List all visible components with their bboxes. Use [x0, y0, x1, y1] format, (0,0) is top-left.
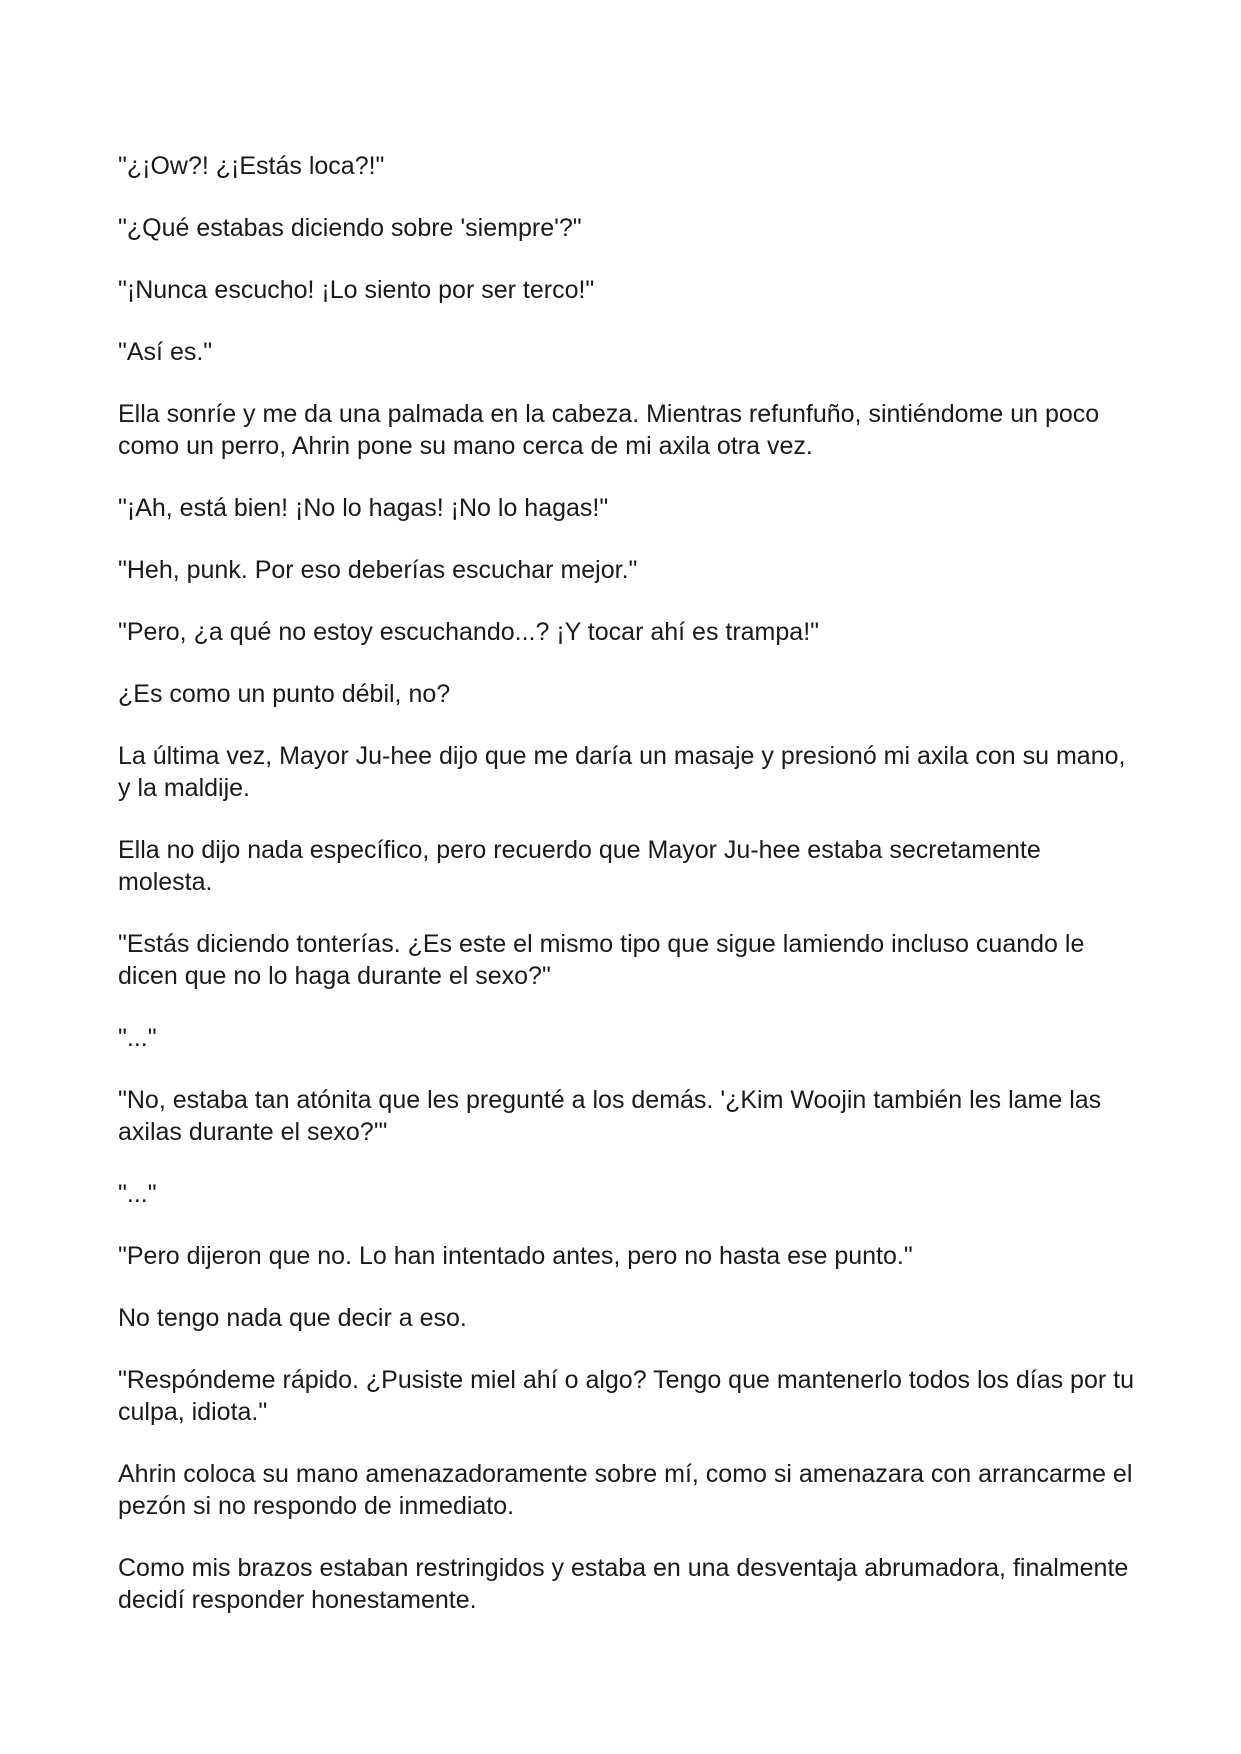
paragraph: Como mis brazos estaban restringidos y estaba en una desventaja abrumadora, finalmente decidí responder honestamente. [118, 1554, 1129, 1614]
paragraph: La última vez, Mayor Ju-hee dijo que me daría un masaje y presionó mi axila con su mano, y la maldije. [118, 742, 1126, 802]
paragraph: Ella sonríe y me da una palmada en la cabeza. Mientras refunfuño, sintiéndome un poco como un perro, Ahrin pone su mano cerca de mi axila otra vez. [118, 400, 1100, 460]
paragraph: "..." [118, 1180, 157, 1208]
paragraph: "Estás diciendo tonterías. ¿Es este el mismo tipo que sigue lamiendo incluso cuando le dicen que no lo haga durante el sexo?" [118, 930, 1085, 990]
paragraph: "..." [118, 1024, 157, 1052]
paragraph: "¡Nunca escucho! ¡Lo siento por ser terco!" [118, 276, 595, 304]
paragraph: "¿Qué estabas diciendo sobre 'siempre'?" [118, 214, 582, 242]
paragraph: "Respóndeme rápido. ¿Pusiste miel ahí o algo? Tengo que mantenerlo todos los días por tu culpa, idiota." [118, 1366, 1134, 1426]
paragraph: "¿¡Ow?! ¿¡Estás loca?!" [118, 152, 385, 180]
paragraph: "No, estaba tan atónita que les pregunté a los demás. '¿Kim Woojin también les lame las axilas durante el sexo?'" [118, 1086, 1102, 1146]
text-column [118, 150, 1138, 1646]
paragraph: "Así es." [118, 338, 213, 366]
paragraph: Ella no dijo nada específico, pero recuerdo que Mayor Ju-hee estaba secretamente molesta. [118, 836, 1041, 896]
paragraph: "Pero, ¿a qué no estoy escuchando...? ¡Y tocar ahí es trampa!" [118, 618, 820, 646]
paragraph: ¿Es como un punto débil, no? [118, 680, 451, 708]
paragraph: "Heh, punk. Por eso deberías escuchar mejor." [118, 556, 638, 584]
paragraph: Ahrin coloca su mano amenazadoramente sobre mí, como si amenazara con arrancarme el pezón si no respondo de inmediato. [118, 1460, 1133, 1520]
paragraph: "¡Ah, está bien! ¡No lo hagas! ¡No lo hagas!" [118, 494, 609, 522]
paragraph: No tengo nada que decir a eso. [118, 1304, 467, 1332]
paragraph: "Pero dijeron que no. Lo han intentado antes, pero no hasta ese punto." [118, 1242, 913, 1270]
